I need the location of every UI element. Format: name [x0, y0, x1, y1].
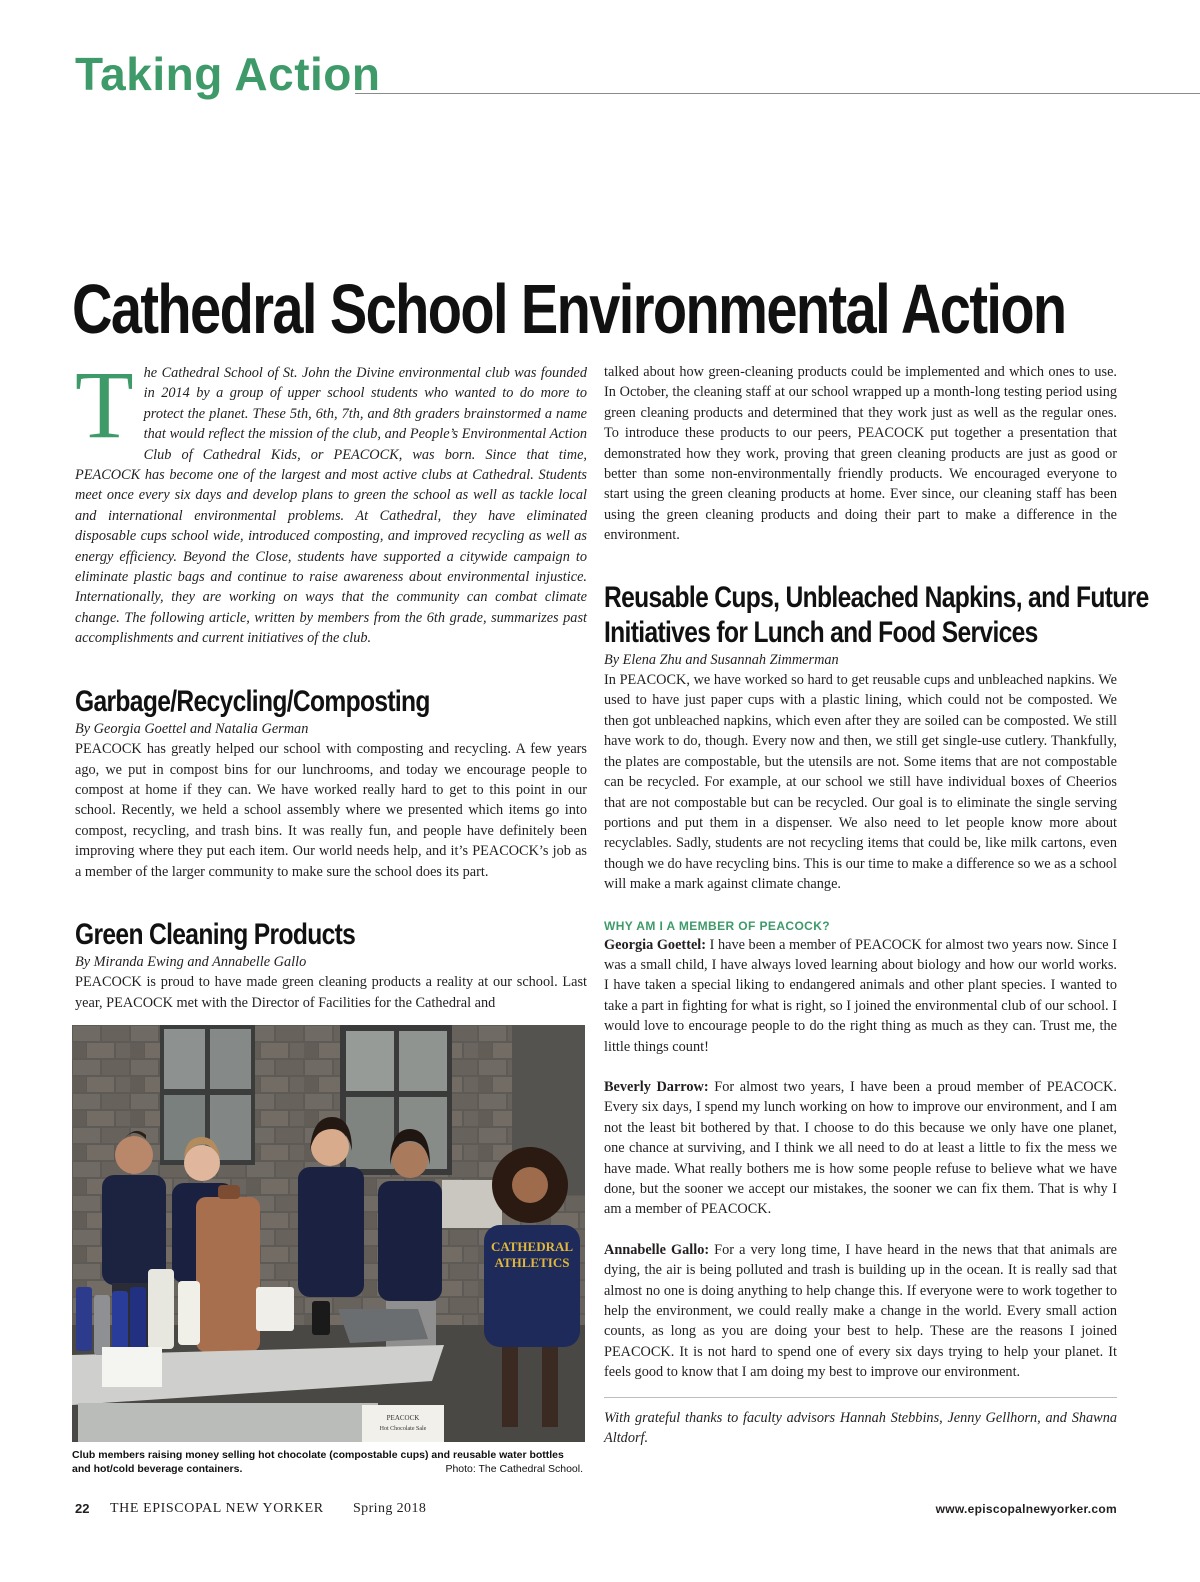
body-cleaning: PEACOCK is proud to have made green cleaning products a reality at our school. Last year, PEACOCK met with the Director of Facilities for the Cathedral and [75, 974, 587, 1011]
section-title: Taking Action [75, 48, 381, 100]
issue-date: Spring 2018 [353, 1501, 427, 1516]
member-entry [604, 1240, 1117, 1383]
thanks-divider [604, 1397, 1117, 1398]
intro-text: he Cathedral School of St. John the Divine environmental club was founded in 2014 by a group of upper school students who wanted to do more to protect the planet. These 5th, 6th, 7th, and 8th graders brainstormed a name that would reflect the mission of the club, and People’s Environmental Action Club of Cathedral Kids, or PEACOCK, was born. Since that time, PEACOCK has become one of the largest and most active clubs at Cathedral. Students meet once every six days and develop plans to green the school as well as tackle local and international environmental problems. At Cathedral, they have eliminated disposable cups school wide, introduced composting, and improved recycling as well as energy efficiency. Beyond the Close, students have supported a citywide campaign to eliminate plastic bags and continue to raise awareness about environmental injustice. Internationally, they are working on ways that the community can combat climate change. The following article, written by members from the 6th grade, summarizes past accomplishments and current initiatives of the club. [75, 365, 587, 647]
caption-text: Club members raising money selling hot chocolate (compostable cups) and reusable water bottles and hot/cold beverage containers. [72, 1449, 564, 1475]
article-photo [72, 1025, 585, 1442]
section-header [75, 44, 1200, 100]
publication-name: THE EPISCOPAL NEW YORKER [110, 1501, 324, 1516]
byline-reusable: By Elena Zhu and Susannah Zimmerman [604, 651, 839, 668]
sale-sign [362, 1405, 444, 1442]
intro-paragraph [75, 351, 587, 649]
member-name: Beverly Darrow: [604, 1078, 709, 1095]
byline-cleaning: By Miranda Ewing and Annabelle Gallo [75, 953, 307, 970]
member-name: Georgia Goettel: [604, 936, 707, 953]
section-heading-recycling: Garbage/Recycling/Composting [75, 684, 430, 718]
section-divider [355, 93, 1200, 94]
member-text: I have been a member of PEACOCK for almost two years now. Since I was a small child, I have always loved learning about biology and how our world works. I have taken a special liking to endangered animals and other plant species. I wanted to take a part in fighting for what is right, so I joined the environmental club of our school. I would love to encourage people to do the right thing as much as they can. Trust me, the little things count! [604, 936, 1117, 1055]
member-text: For a very long time, I have heard in the news that that animals are dying, the air is being polluted and trash is building up in the ocean. It is really sad that almost no one is doing anything to help change this. If everyone were to work together to help the environment, we could really make a change in the world. Every small action counts, as long as you are doing your best to help. These are the reasons I joined PEACOCK. It is not hard to spend one of every six days trying to help your planet. It feels good to know that I am doing my best to improve our environment. [604, 1241, 1117, 1381]
section-heading-cleaning: Green Cleaning Products [75, 917, 356, 951]
member-entry [604, 1077, 1117, 1220]
black-bottle [312, 1301, 330, 1335]
member-name: Annabelle Gallo: [604, 1241, 710, 1258]
article-headline: Cathedral School Environmental Action [72, 270, 1066, 348]
acknowledgements: With grateful thanks to faculty advisors Hannah Stebbins, Jenny Gellhorn, and Shawna Altdorf. [604, 1409, 1117, 1447]
photo-credit: Photo: The Cathedral School. [445, 1463, 583, 1475]
dispenser-handle [218, 1185, 240, 1199]
table-front [78, 1403, 378, 1442]
member-text: For almost two years, I have been a proud member of PEACOCK. Every six days, I spend my lunch working on how to improve our environment, and I am not the least bit bothered by that. I choose to do this because we only have one planet, one chance at surviving, and I think we all need to do at least a little to fix the mess we have made. What really bothers me is how some people refuse to believe what we have done, but the sooner we accept our mistakes, the sooner we can fix them. That is why I am a member of PEACOCK. [604, 1078, 1117, 1218]
sign-text-2: Hot Chocolate Sale [379, 1426, 427, 1432]
page-footer [75, 1501, 1117, 1523]
section-heading-reusable-2: Initiatives for Lunch and Food Services [604, 615, 1038, 649]
member-entry [604, 935, 1117, 1057]
sign-text-1: PEACOCK [386, 1414, 420, 1422]
flyer [102, 1347, 162, 1387]
metal-tray [338, 1309, 428, 1343]
drop-cap: T [75, 351, 134, 458]
photo-caption [72, 1448, 585, 1476]
cups-box [256, 1287, 294, 1331]
body-recycling: PEACOCK has greatly helped our school with composting and recycling. A few years ago, we put in compost bins for our lunchrooms, and today we encourage people to compost at home if they can. We have worked really hard to get to this point in our school. Recently, we held a school assembly where we presented which items go into compost, recycling, and trash bins. It was really fun, and people have definitely been improving where they put each item. Our world needs help, and it’s PEACOCK’s job as a member of the larger community to make sure the school does its part. [75, 741, 587, 880]
byline-recycling: By Georgia Goettel and Natalia German [75, 720, 309, 737]
left-column [75, 351, 587, 1013]
sweatshirt-text-1: CATHEDRAL [490, 1239, 574, 1254]
right-column [604, 362, 1149, 1448]
page-number: 22 [75, 1501, 90, 1516]
sweatshirt-text-2: ATHLETICS [494, 1255, 570, 1270]
members-kicker: WHY AM I A MEMBER OF PEACOCK? [604, 918, 831, 933]
body-reusable: In PEACOCK, we have worked so hard to get reusable cups and unbleached napkins. We used to have just paper cups with a plastic lining, which could not be composted. We then got unbleached napkins, which even after they are soiled can be composted. We still have work to do, though. Every now and then, we still get single-use cutlery. Thankfully, the plates are compostable, but the utensils are not. Some items that are not compostable can be recycled. For example, at our school we still have individual boxes of Cheerios that are not compostable but can be recycled. Our goal is to eliminate the single serving portions and put them in a dispenser. We also need to let people know more about recyclables. Sadly, students are not recycling items that could be, like milk cartons, even though we do have recycling bins. This is our time to make a difference so we as a school will make a mark against climate change. [604, 672, 1117, 893]
body-cleaning-continued: talked about how green-cleaning products could be implemented and which ones to use. In October, the cleaning staff at our school wrapped up a month-long testing period using green cleaning products and determined that they work just as well as the regular ones. To introduce these products to our peers, PEACOCK put together a presentation that demonstrated how they work, proving that green cleaning products are just as good or better than some non-environmentally friendly products. We encouraged everyone to start using the green cleaning products at home. Ever since, our cleaning staff has been using the green cleaning products and doing their part to make a difference in the environment. [604, 364, 1117, 544]
section-heading-reusable-1: Reusable Cups, Unbleached Napkins, and Future [604, 580, 1149, 614]
website-link[interactable]: www.episcopalnewyorker.com [935, 1502, 1117, 1516]
beverage-dispenser [196, 1197, 260, 1352]
photo-illustration [72, 1025, 585, 1442]
